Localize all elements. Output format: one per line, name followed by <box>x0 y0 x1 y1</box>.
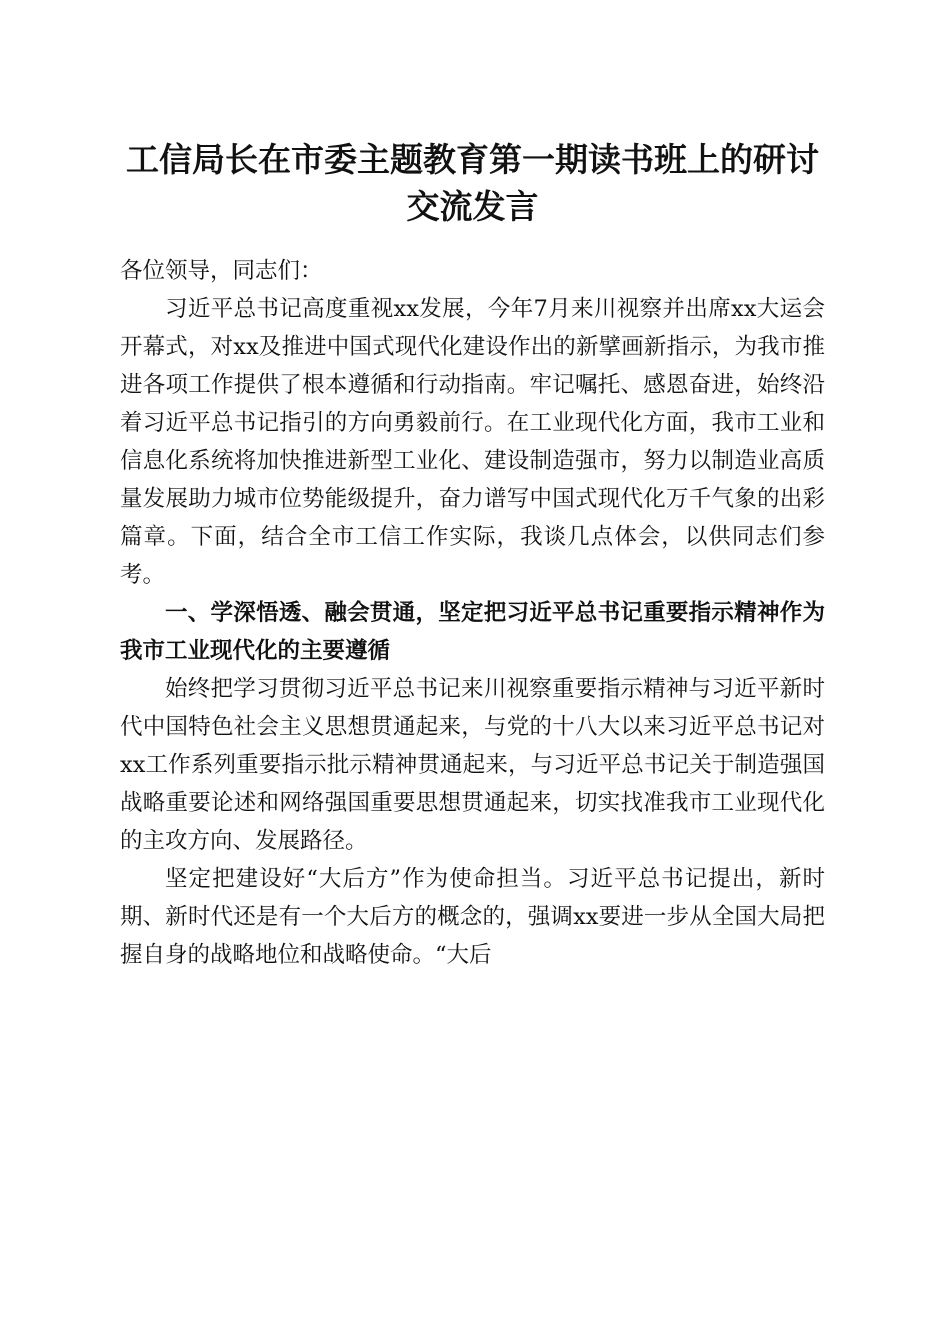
paragraph-intro: 习近平总书记高度重视xx发展，今年7月来川视察并出席xx大运会开幕式，对xx及推进中国式现代化建设作出的新擘画新指示，为我市推进各项工作提供了根本遵循和行动指南。牢记嘱托、感恩奋进，始终沿着习近平总书记指引的方向勇毅前行。在工业现代化方面，我市工业和信息化系统将加快推进新型工业化、建设制造强市，努力以制造业高质量发展助力城市位势能级提升，奋力谱写中国式现代化万千气象的出彩篇章。下面，结合全市工信工作实际，我谈几点体会，以供同志们参考。 <box>120 296 825 588</box>
paragraph-rear-base: 坚定把建设好“大后方”作为使命担当。习近平总书记提出，新时期、新时代还是有一个大后方的概念的，强调xx要进一步从全国大局把握自身的战略地位和战略使命。“大后 <box>120 866 825 968</box>
document-body <box>120 252 825 974</box>
section-heading-1: 一、学深悟透、融会贯通，坚定把习近平总书记重要指示精神作为我市工业现代化的主要遵循 <box>120 600 825 664</box>
paragraph-section-1: 始终把学习贯彻习近平总书记来川视察重要指示精神与习近平新时代中国特色社会主义思想贯通起来，与党的十八大以来习近平总书记对xx工作系列重要指示批示精神贯通起来，与习近平总书记关于制造强国战略重要论述和网络强国重要思想贯通起来，切实找准我市工业现代化的主攻方向、发展路径。 <box>120 676 825 854</box>
greeting: 各位领导，同志们： <box>120 258 323 284</box>
document-title: 工信局长在市委主题教育第一期读书班上的研讨交流发言 <box>126 140 819 226</box>
